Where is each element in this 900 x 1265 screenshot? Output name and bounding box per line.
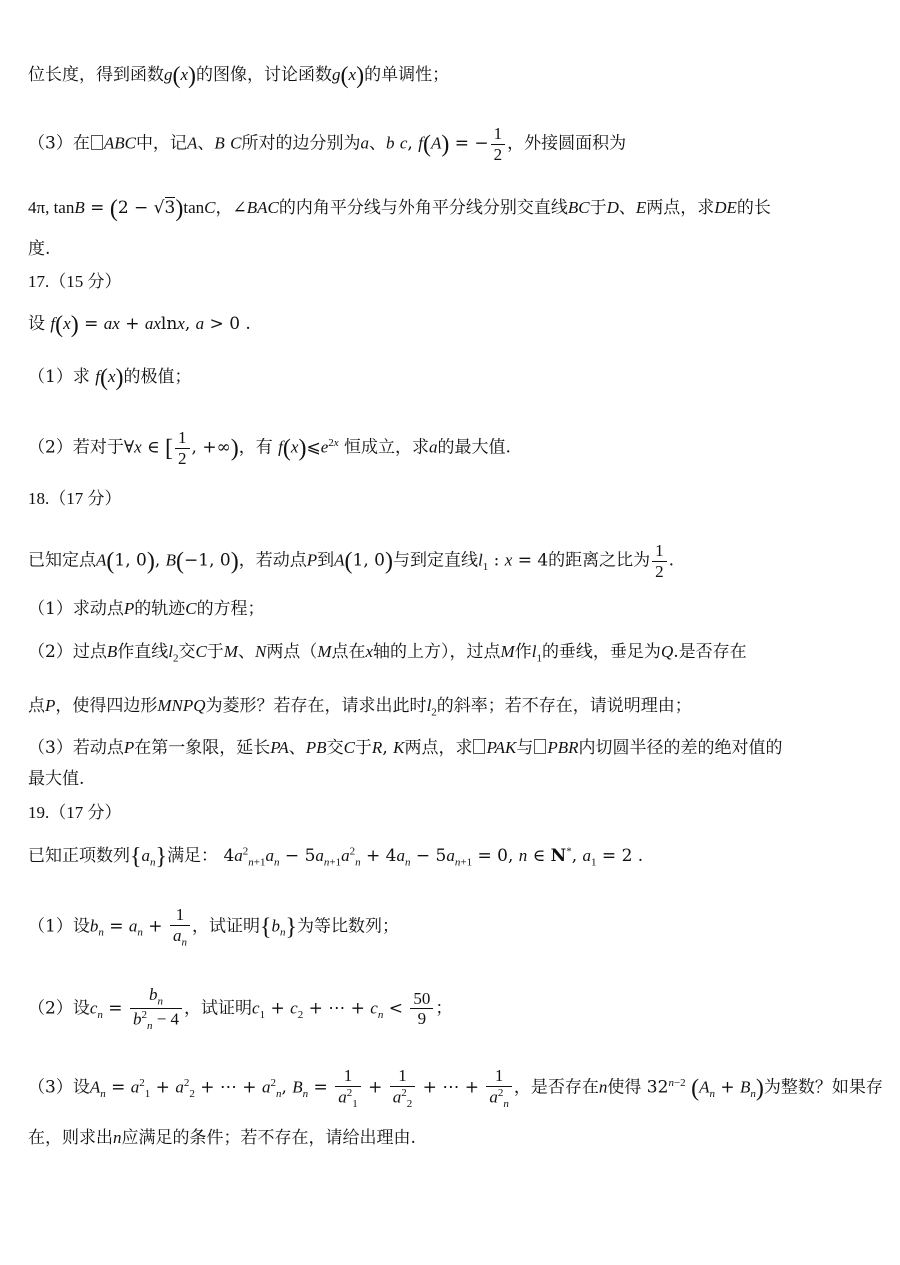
q18-heading: 18.（17 分）: [28, 489, 122, 508]
q16-part3-line2: 4π, tanB = (2 − √3)tanC，∠BAC的内角平分线与外角平分线分别交直线BC于D、E两点，求DE的长: [28, 196, 771, 222]
q18-part3-line2: 最大值.: [28, 769, 85, 789]
triangle-symbol: [91, 135, 103, 150]
q18-part2-line1: （2）过点B作直线$l_2$交C于M、N两点（M点在x轴的上方），过点M作$l_1$的垂线，垂足为Q.是否存在: [28, 642, 747, 665]
q19-part1: （1）设$b_n = a_n$ + $\frac{1}{a_n}$ ，试证明$\{b_n\}$为等比数列；: [28, 905, 400, 948]
fraction: $\frac{1}{a^2_1}$: [335, 1066, 361, 1110]
fraction: $\frac{b_n}{b^2_n - 4}$: [130, 985, 182, 1033]
q17-heading: 17.（15 分）: [28, 272, 122, 291]
fraction: $\frac{1}{2}$: [175, 428, 190, 468]
q18-part2-line2: 点P，使得四边形MNPQ为菱形？若存在，请求出此时$l_2$的斜率；若不存在，请说明理由；: [28, 696, 692, 719]
q19-intro: 已知正项数列$\{a_n\}$满足： $4a^2_{n+1}a_n - 5a_{n+1}a^2_n + 4a_n - 5a_{n+1} = 0$, n ∈ N*, $a_1 = 2$ .: [28, 844, 644, 870]
q18-part3-line1: （3）若动点P在第一象限，延长PA、PB交C于R, K两点，求 PAK与 PBR内切圆半径的差的绝对值的: [28, 738, 783, 758]
q16-part3-line3: 度.: [28, 239, 51, 259]
q17-part1: （1）求 f(x)的极值；: [28, 365, 192, 391]
fraction: $\frac{50}{9}$: [410, 989, 433, 1029]
fraction: $\frac{1}{a^2_n}$: [486, 1066, 512, 1110]
fraction: $\frac{1}{a^2_2}$: [390, 1066, 416, 1110]
q19-heading: 19.（17 分）: [28, 803, 122, 822]
fraction: $\frac{1}{2}$: [491, 124, 506, 164]
q19-part2: （2）设$c_n$ = $\frac{b_n}{b^2_n - 4}$ ，试证明$c_1 + c_2$ + ⋯ + $c_n$ < $\frac{50}{9}$ ；: [28, 985, 453, 1033]
q16-line1: 位长度，得到函数g(x)的图像，讨论函数g(x)的单调性；: [28, 63, 450, 89]
triangle-symbol: [534, 739, 546, 754]
fraction: $\frac{1}{a_n}$: [170, 905, 190, 949]
q17-intro: 设 f(x) = ax + axlnx, a > 0 .: [28, 312, 251, 338]
fraction: $\frac{1}{2}$: [652, 541, 667, 581]
q17-part2: （2）若对于∀x ∈ [ $\frac{1}{2}$ , +∞)，有 $f(x)⩽e^{2x}$ 恒成立，求a的最大值.: [28, 428, 511, 468]
q19-part3-line1: （3）设$A_n = a^2_1 + a^2_2$ + ⋯ + $a^2_n$, $B_n$ = $\frac{1}{a^2_1}$ + $\frac{1}{a^2_2}$ + ⋯ + $\frac{1}{a^2_n}$ ，是否存在n使得 $32^{n-2}$ $(A_n + B_n)$为整数？如果存: [28, 1066, 883, 1110]
q16-part3-line1: （3）在 ABC中，记A、B C所对的边分别为a、b c, f(A) = − $\frac{1}{2}$ ，外接圆面积为: [28, 124, 627, 164]
q18-part1: （1）求动点P的轨迹C的方程；: [28, 599, 265, 619]
q18-intro: 已知定点A(1, 0), B(−1, 0)，若动点P到A(1, 0)与到定直线$l_1$ : x = 4的距离之比为 $\frac{1}{2}$ .: [28, 541, 675, 581]
triangle-symbol: [473, 739, 485, 754]
q19-part3-line2: 在，则求出n应满足的条件；若不存在，请给出理由.: [28, 1128, 416, 1148]
